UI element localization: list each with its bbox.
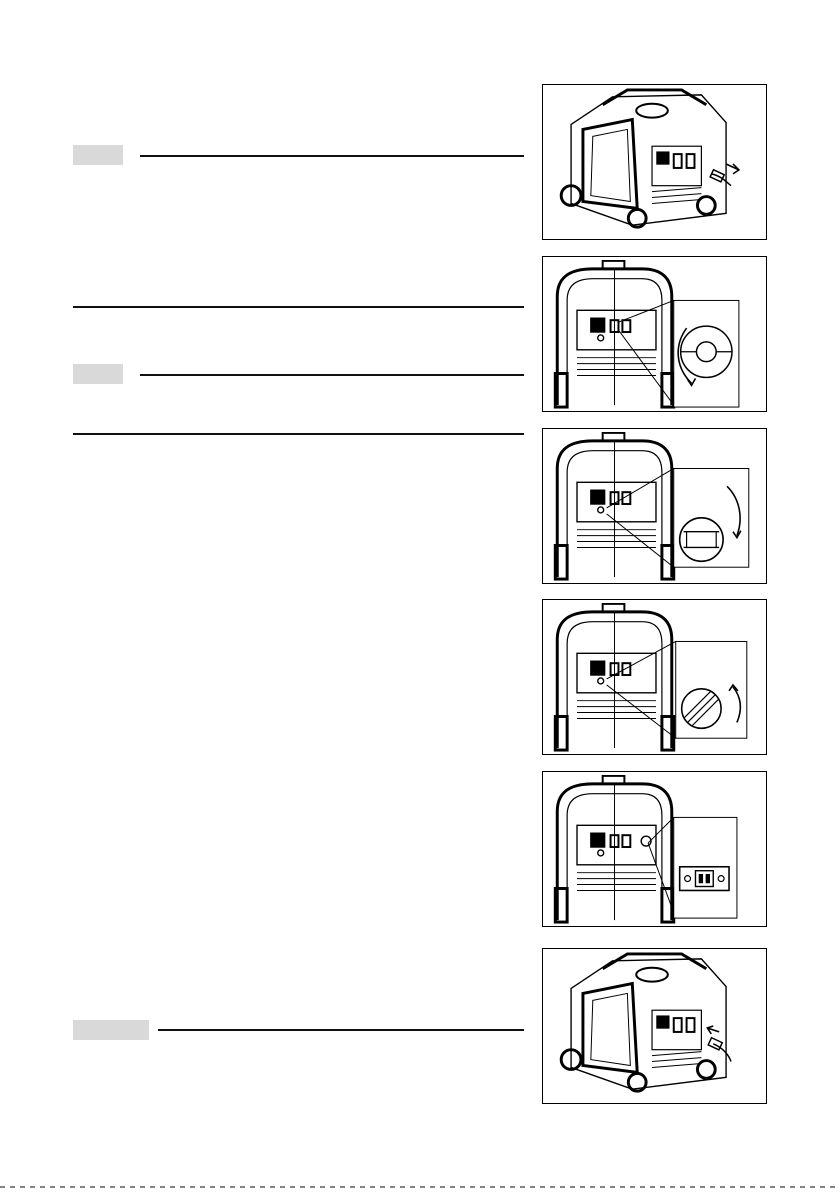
figure-knob-ccw — [542, 599, 767, 755]
note-label-box-2 — [73, 364, 123, 384]
figure-unplug — [542, 84, 767, 240]
generator-plug-in-icon — [543, 949, 766, 1103]
figure-plug-in — [542, 948, 767, 1104]
generator-outlet-detail-icon — [543, 772, 766, 926]
note-rule-2 — [140, 374, 524, 376]
page-bottom-edge — [0, 1186, 840, 1188]
generator-knob-clockwise-icon — [543, 429, 766, 583]
generator-unplug-icon — [543, 85, 766, 239]
figure-dial-ccw — [542, 256, 767, 412]
generator-dial-counterclockwise-icon — [543, 257, 766, 411]
section-divider-1 — [73, 306, 524, 308]
figure-knob-cw — [542, 428, 767, 584]
warning-rule — [158, 1029, 524, 1031]
note-label-box-1 — [73, 145, 123, 165]
figure-outlet — [542, 771, 767, 927]
warning-label-box — [73, 1020, 149, 1040]
note-rule-1 — [140, 155, 524, 157]
generator-knob-counterclockwise-icon — [543, 600, 766, 754]
section-divider-2 — [73, 433, 524, 435]
